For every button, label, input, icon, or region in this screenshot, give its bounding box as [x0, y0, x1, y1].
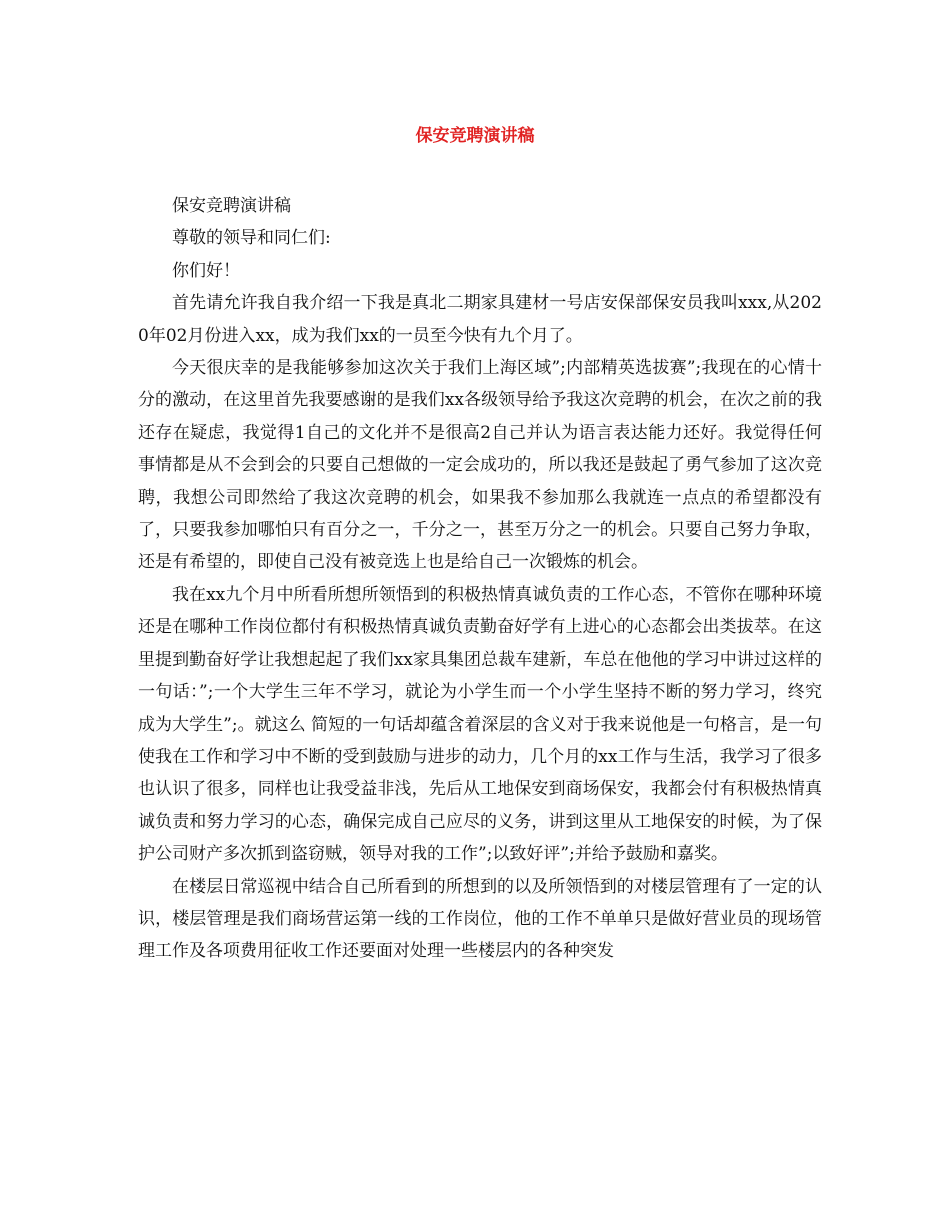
paragraph-greeting: 你们好！ — [172, 260, 240, 281]
paragraph-salutation: 尊敬的领导和同仁们: — [172, 228, 331, 249]
document-title: 保安竞聘演讲稿 — [415, 126, 535, 146]
document-body — [138, 190, 822, 968]
paragraph-heading: 保安竞聘演讲稿 — [172, 196, 291, 216]
paragraph-introduction: 首先请允许我自我介绍一下我是真北二期家具建材一号店安保部保安员我叫xxx,从2020年02月份进入xx，成为我们xx的一员至今快有九个月了。 — [138, 293, 822, 346]
paragraph-gratitude: 今天很庆幸的是我能够参加这次关于我们上海区域”;内部精英选拔赛”;我现在的心情十分的激动，在这里首先我要感谢的是我们xx各级领导给予我这次竞聘的机会，在次之前的我还存在疑虑，我觉得1自己的文化并不是很高2自己并认为语言表达能力还好。我觉得任何事情都是从不会到会的只要自己想做的一定会成功的，所以我还是鼓起了勇气参加了这次竞聘，我想公司即然给了我这次竞聘的机会，如果我不参加那么我就连一点点的希望都没有了，只要我参加哪怕只有百分之一，千分之一，甚至万分之一的机会。只要自己努力争取，还是有希望的，即使自己没有被竞选上也是给自己一次锻炼的机会。 — [138, 358, 822, 573]
paragraph-experience: 我在xx九个月中所看所想所领悟到的积极热情真诚负责的工作心态，不管你在哪种环境还是在哪种工作岗位都付有积极热情真诚负责勤奋好学有上进心的心态都会出类拔萃。在这里提到勤奋好学让我想起起了我们xx家具集团总裁车建新，车总在他他的学习中讲过这样的一句话：”;一个大学生三年不学习，就论为小学生而一个小学生坚持不断的努力学习，终究成为大学生”;。就这么 简短的一句话却蕴含着深层的含义对于我来说他是一句格言，是一句使我在工作和学习中不断的受到鼓励与进步的动力，几个月的xx工作与生活，我学习了很多也认识了很多，同样也让我受益非浅，先后从工地保安到商场保安，我都会付有积极热情真诚负责和努力学习的心态，确保完成自己应尽的义务，讲到这里从工地保安的时候，为了保护公司财产多次抓到盗窃贼，领导对我的工作”;以致好评”;并给予鼓励和嘉奖。 — [138, 584, 822, 865]
paragraph-floor-management: 在楼层日常巡视中结合自己所看到的所想到的以及所领悟到的对楼层管理有了一定的认识，楼层管理是我们商场营运第一线的工作岗位，他的工作不单单只是做好营业员的现场管理工作及各项费用征收工作还要面对处理一些楼层内的各种突发 — [138, 876, 822, 962]
